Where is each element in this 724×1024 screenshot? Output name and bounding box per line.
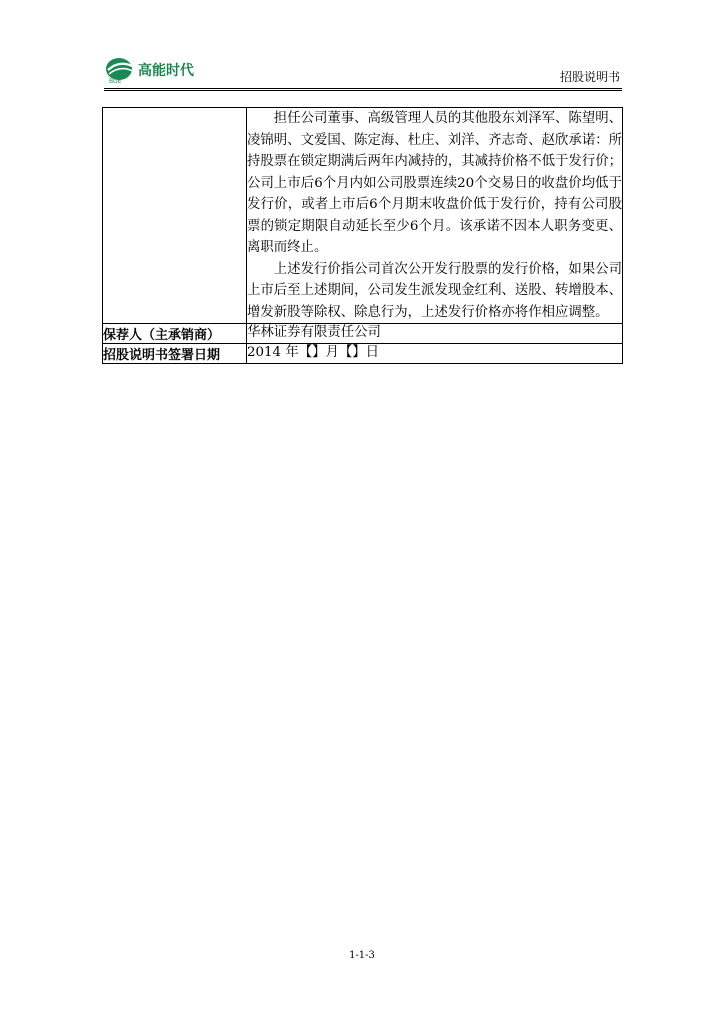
logo-icon bbox=[104, 52, 138, 86]
page-header bbox=[104, 50, 622, 90]
table-row bbox=[103, 344, 623, 364]
page-number: 1-1-3 bbox=[349, 950, 375, 961]
sponsor-value: 华林证券有限责任公司 bbox=[247, 324, 623, 344]
document-title: 招股说明书 bbox=[559, 70, 620, 84]
header-divider-secondary bbox=[104, 90, 622, 91]
table-row bbox=[103, 108, 623, 324]
commitment-paragraph: 担任公司董事、高级管理人员的其他股东刘泽军、陈望明、凌锦明、文爱国、陈定海、杜庄、刘洋、齐志奇、赵欣承诺：所持股票在锁定期满后两年内减持的，其减持价格不低于发行价；公司上市后6个月内如公司股票连续20个交易日的收盘价均低于发行价，或者上市后6个月期末收盘价低于发行价，持有公司股票的锁定期限自动延长至少6个月。该承诺不因本人职务变更、离职而终止。 bbox=[247, 111, 622, 255]
svg-text:BGE: BGE bbox=[109, 78, 122, 85]
table-row bbox=[103, 324, 623, 344]
sponsor-label: 保荐人（主承销商） bbox=[103, 324, 247, 344]
company-logo bbox=[104, 52, 234, 86]
price-adjustment-paragraph: 上述发行价指公司首次公开发行股票的发行价格，如果公司上市后至上述期间，公司发生派发现金红利、送股、转增股本、增发新股等除权、除息行为，上述发行价格亦将作相应调整。 bbox=[247, 261, 622, 320]
summary-table bbox=[102, 107, 623, 364]
logo-text: 高能时代 bbox=[138, 63, 194, 79]
header-divider bbox=[104, 88, 622, 89]
signing-date-label: 招股说明书签署日期 bbox=[103, 344, 247, 364]
signing-date-value: 2014 年【】月【】日 bbox=[247, 344, 623, 364]
empty-label-cell bbox=[103, 108, 247, 324]
commitment-cell bbox=[247, 108, 623, 324]
